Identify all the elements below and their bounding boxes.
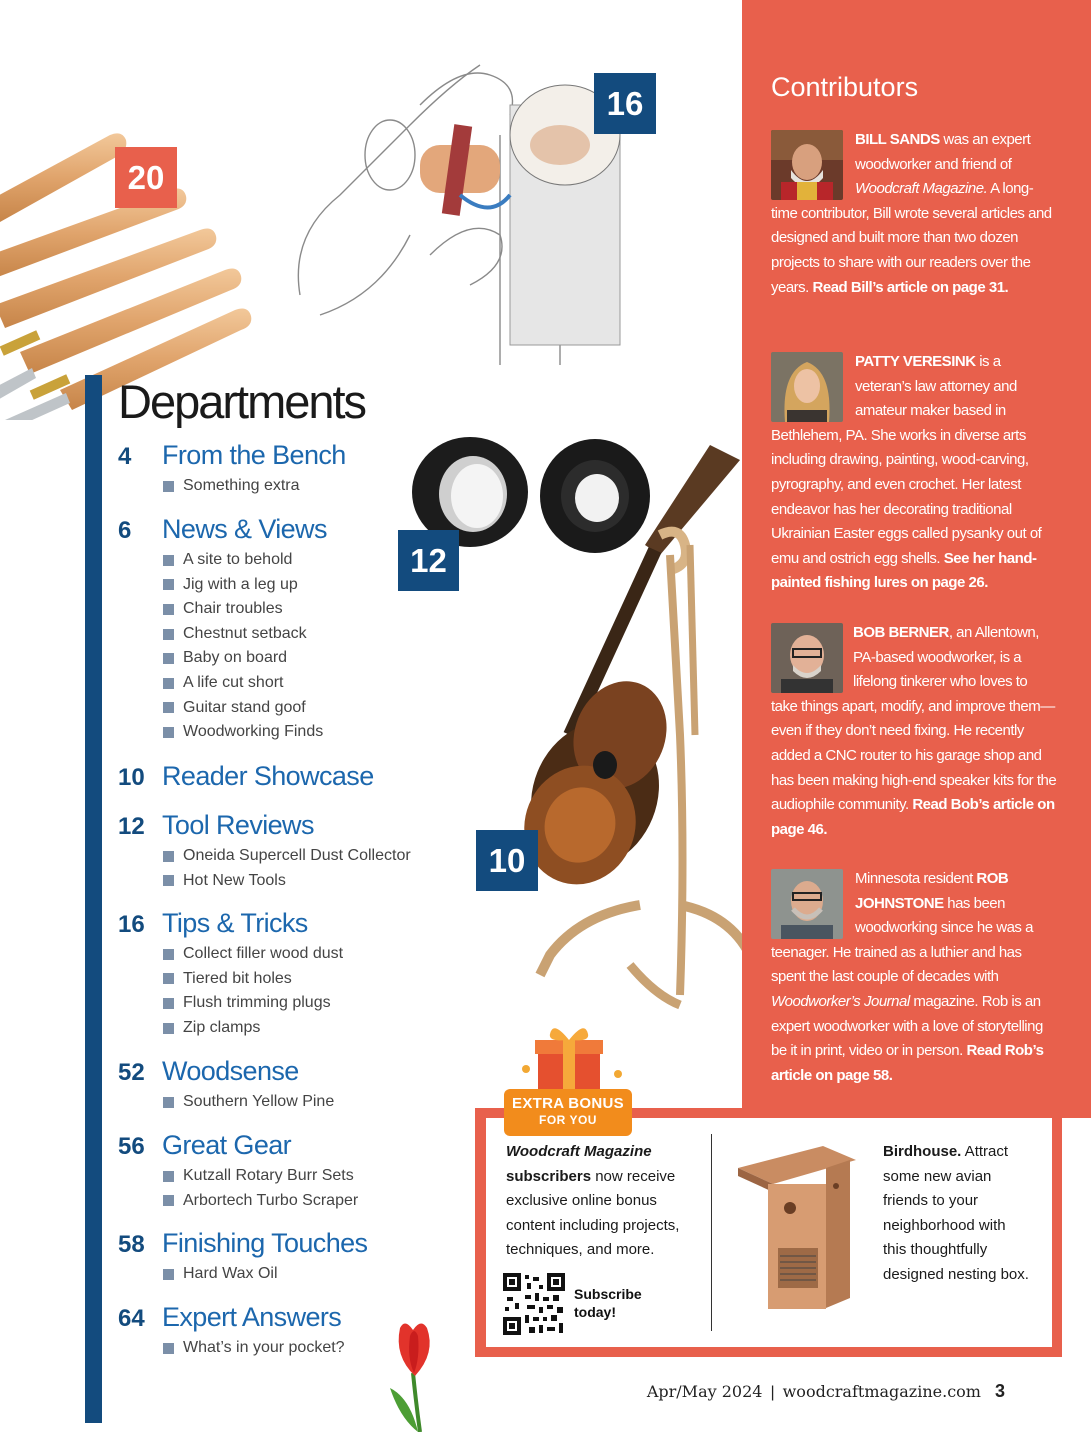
website-link[interactable]: woodcraftmagazine.com bbox=[782, 1382, 981, 1401]
birdhouse-image bbox=[738, 1138, 868, 1313]
bonus-divider bbox=[711, 1134, 712, 1331]
bullet-square-icon bbox=[163, 727, 174, 738]
tulip-image bbox=[380, 1318, 450, 1432]
dept-item-label: Hot New Tools bbox=[183, 871, 286, 889]
bullet-square-icon bbox=[163, 604, 174, 615]
page-badge-12[interactable]: 12 bbox=[398, 530, 459, 591]
contributor-name: BILL SANDS bbox=[855, 131, 940, 148]
dept-tips-tricks[interactable] bbox=[118, 908, 343, 1040]
page-number: 64 bbox=[118, 1305, 145, 1332]
contributor-italic: Woodcraft Magazine. bbox=[855, 180, 988, 198]
page-footer bbox=[647, 1381, 1005, 1402]
footer-separator: | bbox=[770, 1384, 775, 1401]
contributor-bio: has been woodworking since he was a teenager. He trained as a luthier and has spent the last couple of decades with bbox=[771, 894, 1033, 986]
dept-item[interactable] bbox=[163, 720, 327, 745]
birdhouse-body: Attract some new avian friends to your neighborhood with this thoughtfully designed nesting box. bbox=[883, 1143, 1029, 1283]
bonus-description bbox=[506, 1140, 696, 1263]
dept-item-label: Oneida Supercell Dust Collector bbox=[183, 847, 411, 864]
dept-item[interactable] bbox=[163, 1262, 367, 1287]
accent-bar bbox=[85, 375, 102, 1423]
bill-sands-photo bbox=[771, 130, 843, 200]
article-link[interactable]: See her hand-painted fishing lures on page 26. bbox=[771, 549, 1037, 592]
dept-news-views[interactable] bbox=[118, 514, 327, 745]
turning-tools-image bbox=[0, 90, 260, 420]
dept-item[interactable] bbox=[163, 671, 327, 696]
bullet-square-icon bbox=[163, 875, 174, 886]
subscribe-line-1: Subscribe bbox=[574, 1286, 642, 1302]
dept-item[interactable] bbox=[163, 474, 346, 499]
contributor-bio: Minnesota resident bbox=[855, 870, 977, 887]
dept-item-label: Zip clamps bbox=[183, 1018, 261, 1036]
bonus-body: now receive exclusive online bonus content including projects, techniques, and more. bbox=[506, 1167, 680, 1259]
contributor-bob-berner bbox=[771, 621, 1057, 842]
dept-great-gear[interactable] bbox=[118, 1130, 358, 1213]
dept-item[interactable] bbox=[163, 967, 343, 992]
ribbon-line-1: EXTRA BONUS bbox=[512, 1095, 624, 1112]
contributor-bio: was an expert woodworker and friend of bbox=[855, 131, 1031, 173]
dept-name: Great Gear bbox=[162, 1130, 292, 1160]
contributor-name: BOB BERNER bbox=[853, 624, 949, 641]
birdhouse-description bbox=[883, 1140, 1033, 1288]
contributor-bill-sands bbox=[771, 128, 1057, 300]
page-number: 10 bbox=[118, 764, 145, 791]
contributor-bio: is a veteran’s law attorney and amateur maker based in Bethlehem, PA. She works in diverse arts including drawing, painting, wood-carving, pyrography, and even crochet. Her latest endeavor has her decorating traditional Ukrainian Easter eggs called pysanky out of emu and ostrich egg shells. bbox=[771, 353, 1042, 567]
dept-item[interactable] bbox=[163, 646, 327, 671]
bullet-square-icon bbox=[163, 555, 174, 566]
patty-veresink-photo bbox=[771, 352, 843, 422]
bullet-square-icon bbox=[163, 1171, 174, 1182]
contributor-italic: Woodworker’s Journal bbox=[771, 992, 910, 1010]
dept-item-label: Hard Wax Oil bbox=[183, 1265, 278, 1282]
contributor-bio: , an Allentown, PA-based woodworker, is a lifelong tinkerer who loves to take things apart, modify, and improve them—even if they don’t need fixing. He recently added a CNC router to his garage shop and has been making high-end speaker kits for the audiophile community. bbox=[771, 624, 1057, 814]
contributor-patty-veresink bbox=[771, 350, 1057, 596]
bullet-square-icon bbox=[163, 1097, 174, 1108]
bullet-square-icon bbox=[163, 949, 174, 960]
dept-item[interactable] bbox=[163, 869, 411, 894]
ribbon-line-2: FOR YOU bbox=[539, 1113, 597, 1127]
dept-item[interactable] bbox=[163, 991, 343, 1016]
dept-item[interactable] bbox=[163, 622, 327, 647]
subscribe-line-2: today! bbox=[574, 1304, 616, 1320]
bullet-square-icon bbox=[163, 481, 174, 492]
dept-name: Tips & Tricks bbox=[162, 908, 308, 938]
bullet-square-icon bbox=[163, 579, 174, 590]
bullet-square-icon bbox=[163, 629, 174, 640]
dept-name: Finishing Touches bbox=[162, 1228, 368, 1258]
dept-item-label: Chestnut setback bbox=[183, 624, 307, 642]
dept-name: Reader Showcase bbox=[162, 761, 374, 791]
dept-item-label: Woodworking Finds bbox=[183, 723, 324, 741]
guitar-stand-image bbox=[480, 435, 760, 1025]
subscribe-link[interactable] bbox=[574, 1285, 642, 1321]
page-number: 58 bbox=[118, 1231, 145, 1258]
dept-item[interactable] bbox=[163, 597, 327, 622]
dept-from-the-bench[interactable] bbox=[118, 440, 346, 499]
dept-item[interactable] bbox=[163, 1016, 343, 1041]
subscribers-label: subscribers bbox=[506, 1167, 592, 1185]
contributor-name: PATTY VERESINK bbox=[855, 353, 976, 370]
dept-item-label: Kutzall Rotary Burr Sets bbox=[183, 1167, 354, 1184]
qr-code-icon[interactable] bbox=[503, 1273, 565, 1335]
dept-item-label: A life cut short bbox=[183, 673, 284, 691]
dept-reader-showcase[interactable] bbox=[118, 761, 374, 792]
contributor-rob-johnstone bbox=[771, 867, 1057, 1088]
bullet-square-icon bbox=[163, 1195, 174, 1206]
page-badge-20[interactable]: 20 bbox=[115, 147, 177, 208]
dept-item-label: Jig with a leg up bbox=[183, 575, 298, 593]
bullet-square-icon bbox=[163, 1269, 174, 1280]
dept-name: Woodsense bbox=[162, 1056, 299, 1086]
dept-item-label: Collect filler wood dust bbox=[183, 945, 344, 962]
dept-item[interactable] bbox=[163, 1336, 345, 1361]
contributor-bio: magazine. Rob is an expert woodworker with a love of storytelling be it in print, video or in person. bbox=[771, 992, 1043, 1060]
page-number: 12 bbox=[118, 813, 145, 840]
article-link[interactable]: Read Bob’s article on page 46. bbox=[771, 796, 1055, 838]
bullet-square-icon bbox=[163, 678, 174, 689]
dept-item-label: Flush trimming plugs bbox=[183, 994, 331, 1012]
dept-item-label: Tiered bit holes bbox=[183, 969, 292, 987]
dept-name: From the Bench bbox=[162, 440, 346, 470]
bullet-square-icon bbox=[163, 1023, 174, 1034]
rob-johnstone-photo bbox=[771, 869, 843, 939]
dept-item[interactable] bbox=[163, 548, 327, 573]
bullet-square-icon bbox=[163, 973, 174, 984]
page-number: 4 bbox=[118, 443, 132, 470]
contributor-name: ROB JOHNSTONE bbox=[855, 870, 1009, 912]
page-number: 52 bbox=[118, 1059, 145, 1086]
extra-bonus-ribbon bbox=[504, 1089, 632, 1136]
dept-finishing-touches[interactable] bbox=[118, 1228, 367, 1287]
article-link[interactable]: Read Bill’s article on page 31. bbox=[812, 278, 1009, 296]
contributor-bio: A long-time contributor, Bill wrote several articles and designed and built more than two dozen projects to share with our readers over the years. bbox=[771, 180, 1052, 296]
dept-item[interactable] bbox=[163, 844, 411, 869]
page-number: 56 bbox=[118, 1133, 145, 1160]
dept-item-label: Guitar stand goof bbox=[183, 698, 306, 716]
magazine-name: Woodcraft Magazine bbox=[506, 1143, 652, 1160]
dept-name: News & Views bbox=[162, 514, 327, 544]
departments-title: Departments bbox=[118, 375, 366, 428]
page-number: 6 bbox=[118, 517, 132, 544]
page-number: 16 bbox=[118, 911, 145, 938]
dept-item-label: Southern Yellow Pine bbox=[183, 1093, 335, 1110]
dept-item[interactable] bbox=[163, 942, 343, 967]
dept-item[interactable] bbox=[163, 1164, 358, 1189]
bullet-square-icon bbox=[163, 998, 174, 1009]
bullet-square-icon bbox=[163, 1343, 174, 1354]
dept-item[interactable] bbox=[163, 1189, 358, 1214]
dept-item-label: A site to behold bbox=[183, 551, 293, 568]
dept-item[interactable] bbox=[163, 1090, 334, 1115]
contributors-title: Contributors bbox=[771, 72, 919, 102]
bob-berner-photo bbox=[771, 623, 843, 693]
page-badge-10[interactable]: 10 bbox=[476, 830, 538, 891]
article-link[interactable]: Read Rob’s article on page 58. bbox=[771, 1042, 1044, 1084]
dept-item-label: Something extra bbox=[183, 477, 300, 494]
bullet-square-icon bbox=[163, 851, 174, 862]
dept-woodsense[interactable] bbox=[118, 1056, 334, 1115]
dept-item-label: Arbortech Turbo Scraper bbox=[183, 1191, 359, 1209]
bullet-square-icon bbox=[163, 653, 174, 664]
page-number-footer: 3 bbox=[994, 1381, 1005, 1401]
dept-tool-reviews[interactable] bbox=[118, 810, 411, 893]
page-badge-16[interactable]: 16 bbox=[594, 73, 656, 134]
issue-date: Apr/May 2024 bbox=[646, 1382, 763, 1401]
bullet-square-icon bbox=[163, 702, 174, 713]
dept-item-label: Baby on board bbox=[183, 649, 288, 667]
dept-expert-answers[interactable] bbox=[118, 1302, 345, 1361]
dept-name: Tool Reviews bbox=[162, 810, 314, 840]
dept-item[interactable] bbox=[163, 573, 327, 598]
dept-item[interactable] bbox=[163, 696, 327, 721]
birdhouse-title: Birdhouse. bbox=[883, 1143, 962, 1160]
dept-item-label: What’s in your pocket? bbox=[183, 1339, 345, 1356]
dept-item-label: Chair troubles bbox=[183, 600, 283, 618]
dept-name: Expert Answers bbox=[162, 1302, 342, 1332]
